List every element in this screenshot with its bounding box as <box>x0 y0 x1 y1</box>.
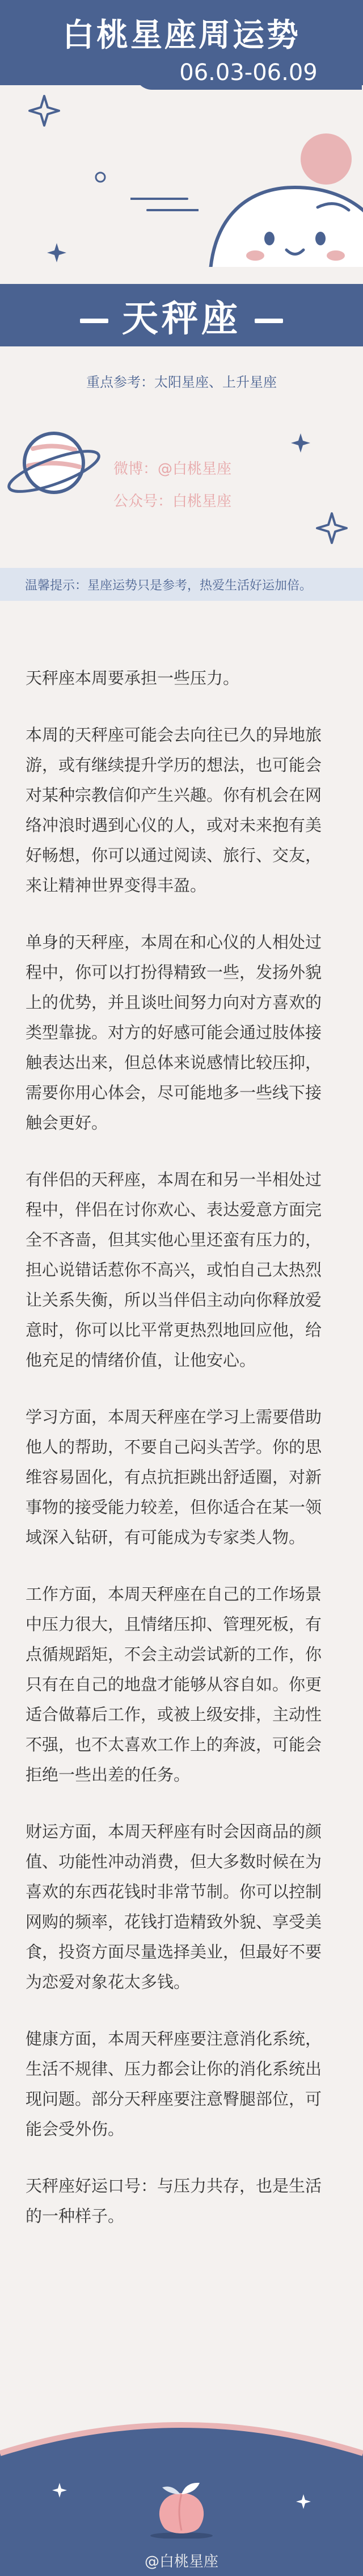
dash-right <box>255 319 283 323</box>
paragraph-single: 单身的天秤座，本周在和心仪的人相处过程中，你可以打扮得精致一些，发扬外貌上的优势，并且谈吐间努力向对方喜欢的类型靠拢。对方的好感可能会通过肢体接触表达出来，但总体来说感情比较压抑，需要你用心体会，尽可能地多一些线下接触会更好。 <box>26 932 322 1132</box>
sparkle-icon <box>45 241 68 264</box>
paragraph-wealth: 财运方面，本周天秤座有时会因商品的颜值、功能性冲动消费，但大多数时候在为喜欢的东西花钱时非常节制。你可以控制网购的频率，花钱打造精致外貌、享受美食，投资方面尽量选择美业，但最好不要为恋爱对象花太多钱。 <box>26 1822 322 1992</box>
sign-title-row <box>0 290 363 342</box>
sparkle-icon <box>295 2493 312 2510</box>
horoscope-content <box>26 663 337 2258</box>
brand-title: 白桃星座周运势 <box>62 17 301 54</box>
watermark: @白桃星座 <box>144 2553 218 2570</box>
tip-text: 温馨提示：星座运势只是参考，热爱生活好运加倍。 <box>25 579 313 593</box>
paragraph-intro: 天秤座本周要承担一些压力。 <box>26 668 240 688</box>
wechat-account: 公众号：白桃星座 <box>113 493 232 510</box>
paragraph-study: 学习方面，本周天秤座在学习上需要借助他人的帮助，不要自己闷头苦学。你的思维容易固化，有点抗拒跳出舒适圈，对新事物的接受能力较差，但你适合在某一领域深入钻研，有可能成为专家类人物。 <box>26 1407 322 1547</box>
paragraph-slogan: 天秤座好运口号：与压力共存，也是生活的一种样子。 <box>26 2176 322 2226</box>
date-range: 06.03-06.09 <box>135 56 362 90</box>
paragraph-overall: 本周的天秤座可能会去向往已久的异地旅游，或有继续提升学历的想法，也可能会对某种宗教信仰产生兴趣。你有机会在网络冲浪时遇到心仪的人，或对未来抱有美好畅想，你可以通过阅读、旅行、交友，来让精神世界变得丰盈。 <box>26 725 322 895</box>
sparkle-icon <box>27 94 61 128</box>
dash-left <box>80 319 108 323</box>
focus-reference: 重点参考：太阳星座、上升星座 <box>86 374 277 390</box>
cloud-character-illustration <box>204 153 363 267</box>
sparkle-icon <box>289 432 312 454</box>
wave-lines <box>130 193 199 216</box>
header-banner <box>0 0 363 267</box>
dot-icon <box>94 170 107 184</box>
paragraph-work: 工作方面，本周天秤座在自己的工作场景中压力很大，且情绪压抑、管理死板，有点循规蹈矩，不会主动尝试新的工作，你只有在自己的地盘才能够从容自如。你更适合做幕后工作，或被上级安排，主动性不强，也不太喜欢工作上的奔波，可能会拒绝一些出差的任务。 <box>26 1584 322 1784</box>
planet-icon <box>6 415 102 511</box>
sparkle-icon <box>51 2482 68 2499</box>
paragraph-partnered: 有伴侣的天秤座，本周在和另一半相处过程中，伴侣在讨你欢心、表达爱意方面完全不吝啬，但其实他心里还蛮有压力的，担心说错话惹你不高兴，或怕自己太热烈让关系失衡，所以当伴侣主动向你释放爱意时，你可以比平常更热烈地回应他，给他充足的情绪价值，让他安心。 <box>26 1170 322 1370</box>
sparkle-icon <box>315 511 349 545</box>
peach-icon <box>147 2476 216 2539</box>
sign-name: 天秤座 <box>122 298 241 340</box>
paragraph-health: 健康方面，本周天秤座要注意消化系统，生活不规律、压力都会让你的消化系统出现问题。部分天秤座要注意臀腿部位，可能会受外伤。 <box>26 2029 322 2139</box>
weibo-account: 微博：@白桃星座 <box>113 461 232 478</box>
